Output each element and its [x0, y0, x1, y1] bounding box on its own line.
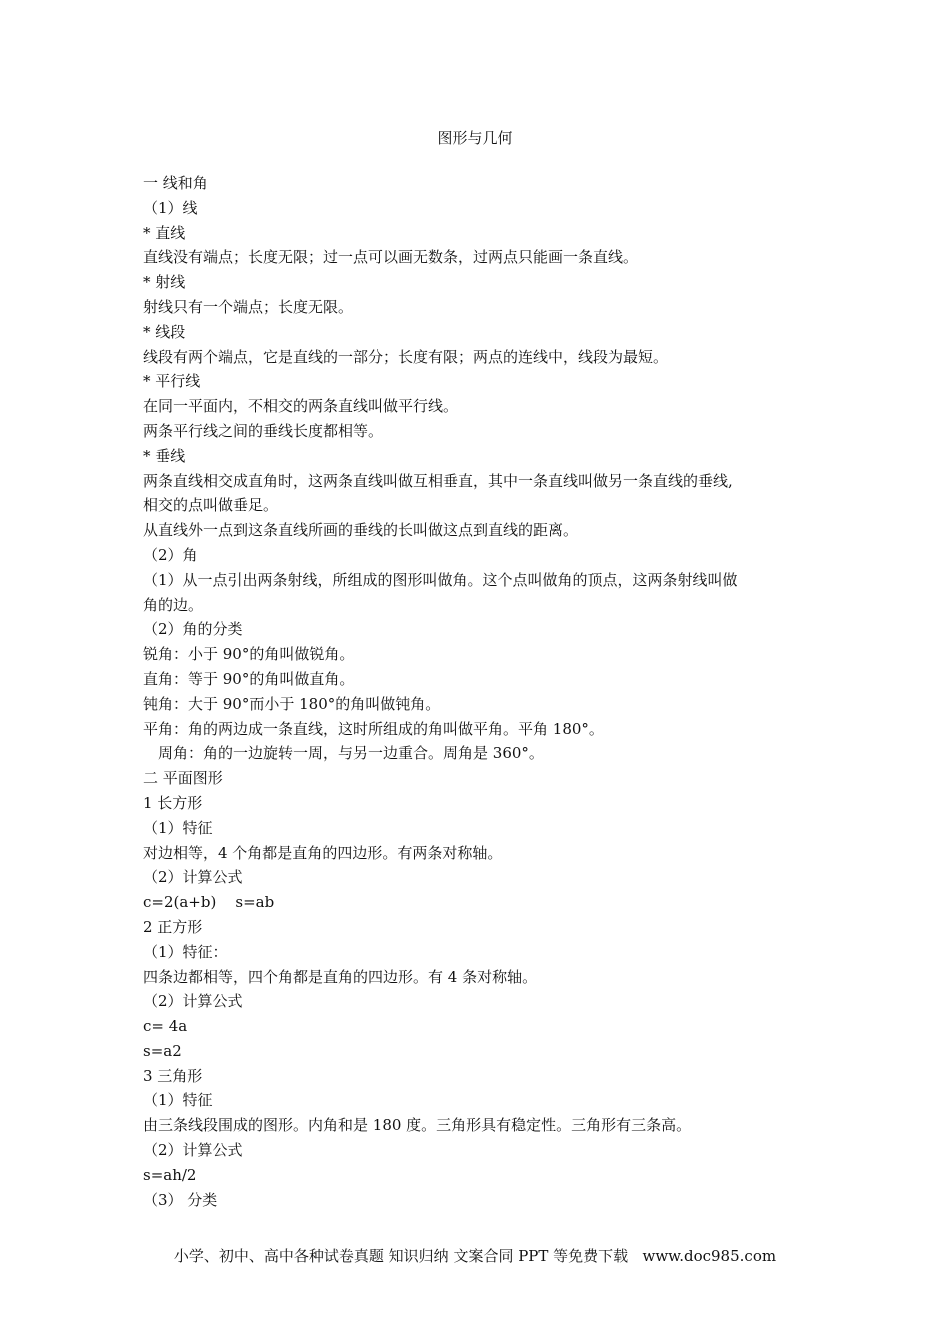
text-line: 周角：角的一边旋转一周，与另一边重合。周角是 360°。	[158, 744, 544, 763]
text-line: 两条直线相交成直角时，这两条直线叫做互相垂直，其中一条直线叫做另一条直线的垂线,	[143, 471, 733, 490]
text-line: 平角：角的两边成一条直线，这时所组成的角叫做平角。平角 180°。	[143, 719, 604, 738]
subsection-formula: （2）计算公式	[143, 1141, 243, 1160]
text-line: 两条平行线之间的垂线长度都相等。	[143, 421, 384, 440]
item-heading-perpendicular: * 垂线	[143, 446, 186, 465]
subsection-formula: （2）计算公式	[143, 992, 243, 1011]
item-heading-ray: * 射线	[143, 273, 186, 292]
item-heading-rectangle: 1 长方形	[143, 793, 203, 812]
text-line: 射线只有一个端点；长度无限。	[143, 297, 354, 316]
subsection-formula: （2）计算公式	[143, 868, 243, 887]
item-heading-parallel: * 平行线	[143, 372, 201, 391]
text-line: 四条边都相等，四个角都是直角的四边形。有 4 条对称轴。	[143, 967, 538, 986]
subsection-features: （1）特征	[143, 1091, 213, 1110]
text-line: 从直线外一点到这条直线所画的垂线的长叫做这点到直线的距离。	[143, 521, 579, 540]
subsection-classification: （3） 分类	[143, 1190, 218, 1209]
text-line: 对边相等，4 个角都是直角的四边形。有两条对称轴。	[143, 843, 503, 862]
text-line: 钝角：大于 90°而小于 180°的角叫做钝角。	[143, 694, 441, 713]
section-heading-plane-figures: 二 平面图形	[143, 769, 223, 788]
formula-line: s=a2	[143, 1041, 182, 1060]
text-line: 线段有两个端点，它是直线的一部分；长度有限；两点的连线中，线段为最短。	[143, 347, 669, 366]
section-heading-lines-angles: 一 线和角	[143, 174, 208, 192]
document-body	[143, 171, 813, 1212]
page-footer: 小学、初中、高中各种试卷真题 知识归纳 文案合同 PPT 等免费下载 www.doc985.com	[173, 1247, 777, 1265]
subsection-angle-types: （2）角的分类	[143, 620, 243, 639]
subsection-features: （1）特征：	[143, 942, 228, 961]
page-title: 图形与几何	[437, 129, 513, 147]
item-heading-straight-line: * 直线	[143, 223, 186, 242]
text-line: 直线没有端点；长度无限；过一点可以画无数条，过两点只能画一条直线。	[143, 248, 639, 267]
text-line: 角的边。	[143, 595, 204, 614]
item-heading-triangle: 3 三角形	[143, 1066, 203, 1085]
text-line: 相交的点叫做垂足。	[143, 496, 279, 515]
formula-line: c=2(a+b) s=ab	[143, 893, 275, 912]
formula-line: s=ah/2	[143, 1165, 197, 1184]
text-line: 在同一平面内，不相交的两条直线叫做平行线。	[143, 397, 459, 416]
text-line: 直角：等于 90°的角叫做直角。	[143, 669, 355, 688]
subsection-features: （1）特征	[143, 818, 213, 837]
subsection-lines: （1）线	[143, 198, 198, 217]
subsection-angles: （2）角	[143, 545, 198, 564]
item-heading-square: 2 正方形	[143, 917, 203, 936]
text-line: （1）从一点引出两条射线，所组成的图形叫做角。这个点叫做角的顶点，这两条射线叫做	[143, 570, 738, 589]
text-line: 锐角：小于 90°的角叫做锐角。	[143, 645, 355, 664]
formula-line: c= 4a	[143, 1017, 188, 1036]
text-line: 由三条线段围成的图形。内角和是 180 度。三角形具有稳定性。三角形有三条高。	[143, 1116, 692, 1135]
item-heading-segment: * 线段	[143, 322, 186, 341]
